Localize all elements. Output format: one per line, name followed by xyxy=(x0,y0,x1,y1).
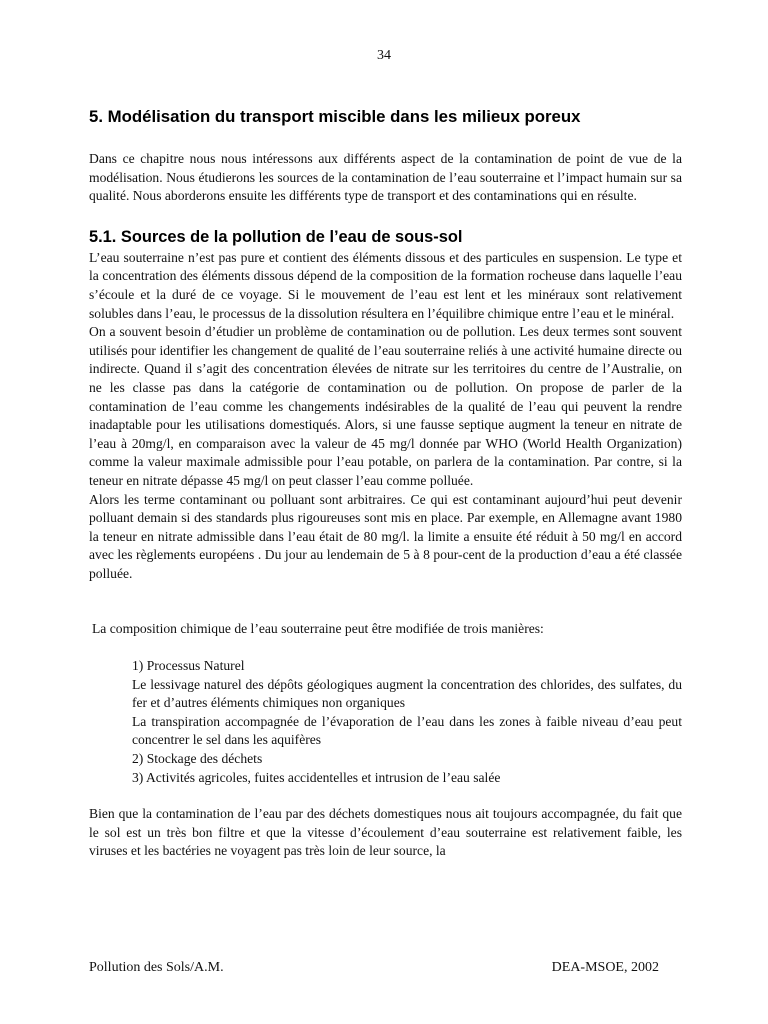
page-number: 34 xyxy=(377,48,391,63)
body-paragraph: L’eau souterraine n’est pas pure et contient des éléments dissous et des particules en suspension. Le type et la concentration des éléments dissous dépend de la composition de la formation rocheuse dans laquelle l’eau s’écoule et la duré de ce voyage. Si le mouvement de l’eau est lent et les minéraux sont relativement solubles dans l’eau, le processus de la dissolution résultera en l’équilibre chimique entre l’eau et le minéral. xyxy=(89,249,682,321)
subsection-title: 5.1. Sources de la pollution de l’eau de sous-sol xyxy=(89,227,463,246)
body-paragraph: Alors les terme contaminant ou polluant sont arbitraires. Ce qui est contaminant aujourd’hui peut devenir polluant demain si des standards plus rigoureuses sont mis en place. Par exemple, en Allemagne avant 1980 la teneur en nitrate admissible dans l’eau était de 80 mg/l. la limite a ensuite été réduit à 50 mg/l en accord avec les règlements européens . Du jour au lendemain de 5 à 8 pour-cent de la production d’eau a été classée polluée. xyxy=(89,491,682,581)
list-item: 1) Processus Naturel xyxy=(132,658,245,674)
footer-left: Pollution des Sols/A.M. xyxy=(89,960,224,975)
list-item: La transpiration accompagnée de l’évaporation de l’eau dans les zones à faible niveau d’eau peut concentrer le sel dans les aquifères xyxy=(132,713,682,748)
final-paragraph: Bien que la contamination de l’eau par des déchets domestiques nous ait toujours accompagnée, du fait que le sol est un très bon filtre et que la vitesse d’écoulement d’eau souterraine est relativement faible, les viruses et les bactéries ne voyagent pas très loin de leur source, la xyxy=(89,806,682,859)
page-content xyxy=(89,106,682,861)
composition-list xyxy=(89,657,682,787)
footer-right: DEA-MSOE, 2002 xyxy=(551,960,659,975)
list-item: 3) Activités agricoles, fuites accidentelles et intrusion de l’eau salée xyxy=(132,769,501,785)
composition-lead: La composition chimique de l’eau souterraine peut être modifiée de trois manières: xyxy=(92,621,544,637)
body-paragraph: On a souvent besoin d’étudier un problème de contamination ou de pollution. Les deux termes sont souvent utilisés pour identifier les changement de qualité de l’eau souterraine reliés à une activité humaine directe ou indirecte. Quand il s’agit des concentration élevées de nitrate sur les territoires du centre de l’Australie, on ne les classe pas dans la catégorie de contamination ou de pollution. On propose de parler de la contamination de l’eau comme les changements indésirables de la qualité de l’eau qui peuvent la rendre inadaptable pour les utilisations domestiqués. Alors, si une fausse septique augment la teneur en nitrate de l’eau à 20mg/l, en comparaison avec la valeur de 45 mg/l donnée par WHO (World Health Organization) comme la valeur maximale admissible pour l’eau potable, on parlera de la contamination. Par contre, si la teneur en nitrate dépasse 45 mg/l on peut classer l’eau comme polluée. xyxy=(89,324,682,488)
list-item: Le lessivage naturel des dépôts géologiques augment la concentration des chlorides, des sulfates, du fer et d’autres éléments chimiques non organiques xyxy=(132,676,682,711)
intro-paragraph: Dans ce chapitre nous nous intéressons aux différents aspect de la contamination de point de vue de la modélisation. Nous étudierons les sources de la contamination de l’eau souterraine et l’impact humain sur sa qualité. Nous aborderons ensuite les différents type de transport et des contaminations qui en résulte. xyxy=(89,151,682,204)
section-title: 5. Modélisation du transport miscible dans les milieux poreux xyxy=(89,107,581,126)
section-spacer xyxy=(89,583,682,620)
list-item: 2) Stockage des déchets xyxy=(132,751,263,767)
page-footer xyxy=(89,960,659,976)
